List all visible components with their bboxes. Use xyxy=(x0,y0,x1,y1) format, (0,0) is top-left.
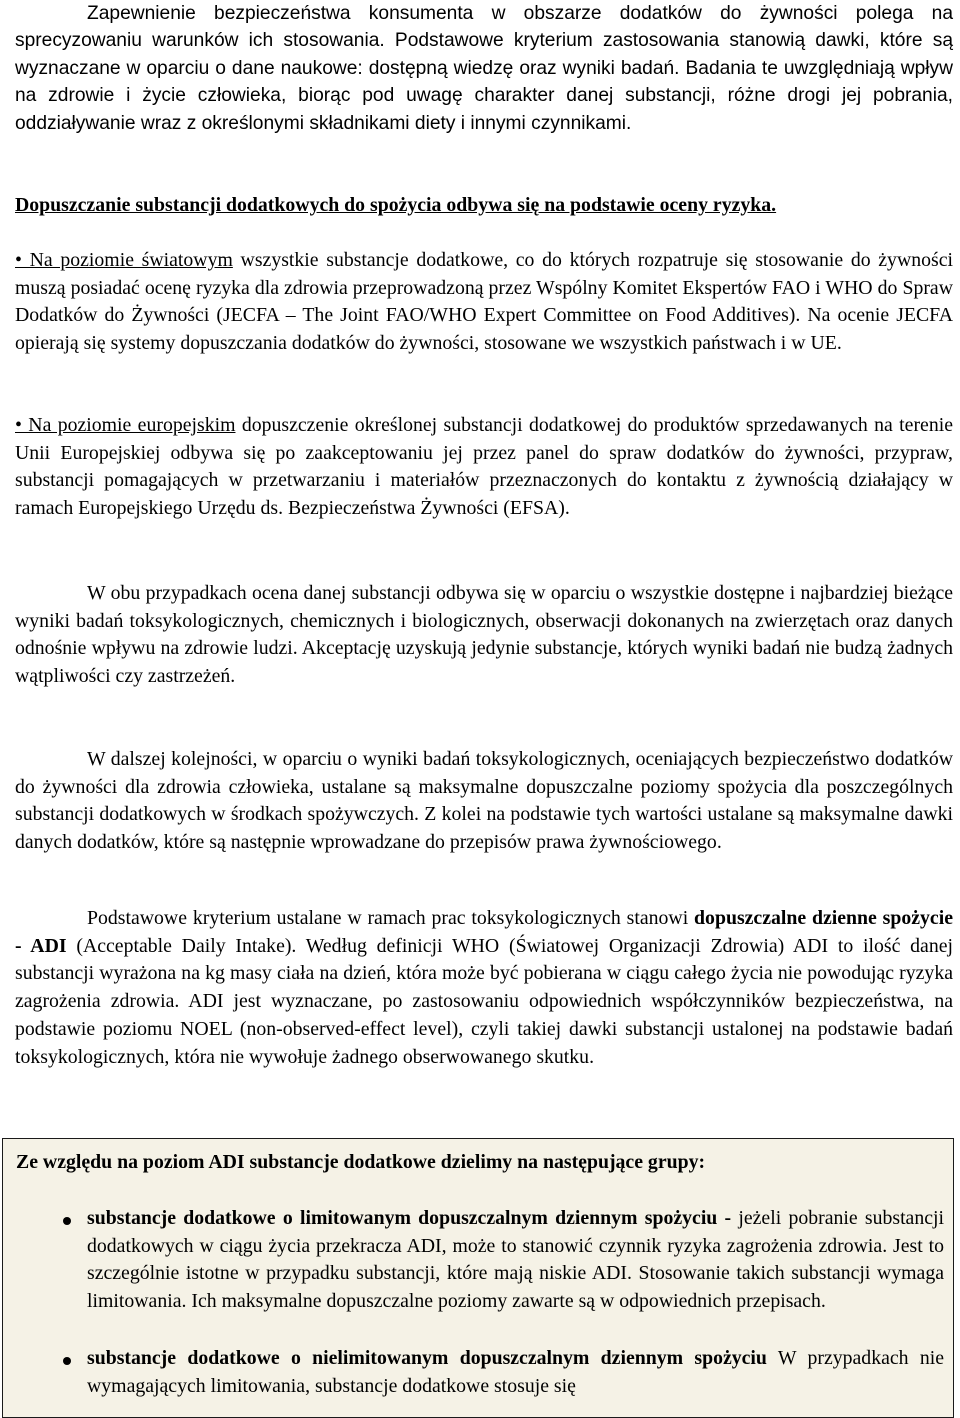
item1-heading: substancje dodatkowe o limitowanym dopuszczalnym dziennym spożyciu - xyxy=(87,1207,732,1229)
box-title: Ze względu na poziom ADI substancje dodatkowe dzielimy na następujące grupy: xyxy=(16,1151,706,1173)
bullet-world-text: wszystkie substancje dodatkowe, co do których rozpatruje się stosowanie do żywności muszą posiadać ocenę ryzyka dla zdrowia przeprowadzoną przez Wspólny Komitet Ekspertów FAO i WHO do Spraw Dodatków do Żywności (JECFA – The Joint FAO/WHO Expert Committee on Food Additives). Na ocenie JECFA opierają się systemy dopuszczania dodatków do żywności, stosowane we wszystkich państwach i w UE. xyxy=(15,249,953,355)
paragraph-next-steps: W dalszej kolejności, w oparciu o wyniki badań toksykologicznych, oceniających bezpieczeństwo dodatków do żywności dla zdrowia człowieka, ustalane są maksymalne dopuszczalne poziomy spożycia dla poszczególnych substancji dodatkowych w środkach spożywczych. Z kolei na podstawie tych wartości ustalane są maksymalne dawki danych dodatków, które są następnie wprowadzane do przepisów prawa żywnościowego. xyxy=(15,748,953,854)
list-item xyxy=(3,1345,953,1400)
list-item xyxy=(3,1205,953,1316)
item2-text: W przypadkach nie wymagających limitowania, substancje dodatkowe stosuje się xyxy=(87,1347,944,1397)
paragraph-adi xyxy=(15,905,953,1071)
heading-risk-assessment: Dopuszczanie substancji dodatkowych do spożycia odbywa się na podstawie oceny ryzyka. xyxy=(15,194,777,216)
adi-post: (Acceptable Daily Intake). Według definicji WHO (Światowej Organizacji Zdrowia) ADI to ilość danej substancji wyrażona na kg masy ciała na dzień, która może być pobierana w ciągu całego życia nie powodując ryzyka zagrożenia zdrowia. ADI jest wyznaczane, po zastosowaniu odpowiednich współczynników bezpieczeństwa, na podstawie poziomu NOEL (non-observed-effect level), czyli takiej dawki substancji ustalonej na podstawie badań toksykologicznych, która nie wywołuje żadnego obserwowanego skutku. xyxy=(15,934,953,1068)
adi-bold-term: dopuszczalne dzienne spożycie - ADI xyxy=(15,907,953,957)
bullet-dot-icon xyxy=(63,1357,71,1365)
paragraph-intro: Zapewnienie bezpieczeństwa konsumenta w obszarze dodatków do żywności polega na sprecyzowaniu warunków ich stosowania. Podstawowe kryterium zastosowania stanowią dawki, które są wyznaczane w oparciu o dane naukowe: dostępną wiedzę oraz wyniki badań. Badania te uwzględniają wpływ na zdrowie i życie człowieka, biorąc pod uwagę charakter danej substancji, różne drogi jej pobrania, oddziaływanie wraz z określonymi składnikami diety i innymi czynnikami. xyxy=(15,3,953,134)
bullet-world-level xyxy=(15,247,953,358)
item1-text: jeżeli pobranie substancji dodatkowych w ciągu życia przekracza ADI, może to stanowić czynnik ryzyka zagrożenia zdrowia. Jest to szczególnie istotne w przypadku substancji, które mają niskie ADI. Stosowanie takich substancji wymaga limitowania. Ich maksymalne dopuszczalne poziomy zawarte są w odpowiednich przepisach. xyxy=(87,1207,945,1313)
adi-groups-box xyxy=(2,1138,954,1418)
bullet-dot-icon xyxy=(63,1217,71,1225)
bullet-europe-text: dopuszczenie określonej substancji dodatkowej do produktów sprzedawanych na terenie Unii Europejskiej odbywa się po zaakceptowaniu jej przez panel do spraw dodatków do żywności, przypraw, substancji pomagających w przetwarzaniu i materiałów przeznaczonych do kontaktu z żywnością działający w ramach Europejskiego Urzędu ds. Bezpieczeństwa Żywności (EFSA). xyxy=(15,414,953,520)
bullet-europe-level xyxy=(15,412,953,523)
item2-heading: substancje dodatkowe o nielimitowanym dopuszczalnym dziennym spożyciu xyxy=(87,1347,767,1369)
adi-pre: Podstawowe kryterium ustalane w ramach prac toksykologicznych stanowi xyxy=(87,907,695,929)
bullet-world-label: • Na poziomie światowym xyxy=(15,249,233,271)
bullet-europe-label: • Na poziomie europejskim xyxy=(15,414,236,436)
paragraph-both-cases: W obu przypadkach ocena danej substancji odbywa się w oparciu o wszystkie dostępne i najbardziej bieżące wyniki badań toksykologicznych, chemicznych i biologicznych, obserwacji dokonanych na zwierzętach oraz danych odnośnie wpływu na zdrowie ludzi. Akceptację uzyskują jedynie substancje, których wyniki badań nie budzą żadnych wątpliwości czy zastrzeżeń. xyxy=(15,582,953,688)
